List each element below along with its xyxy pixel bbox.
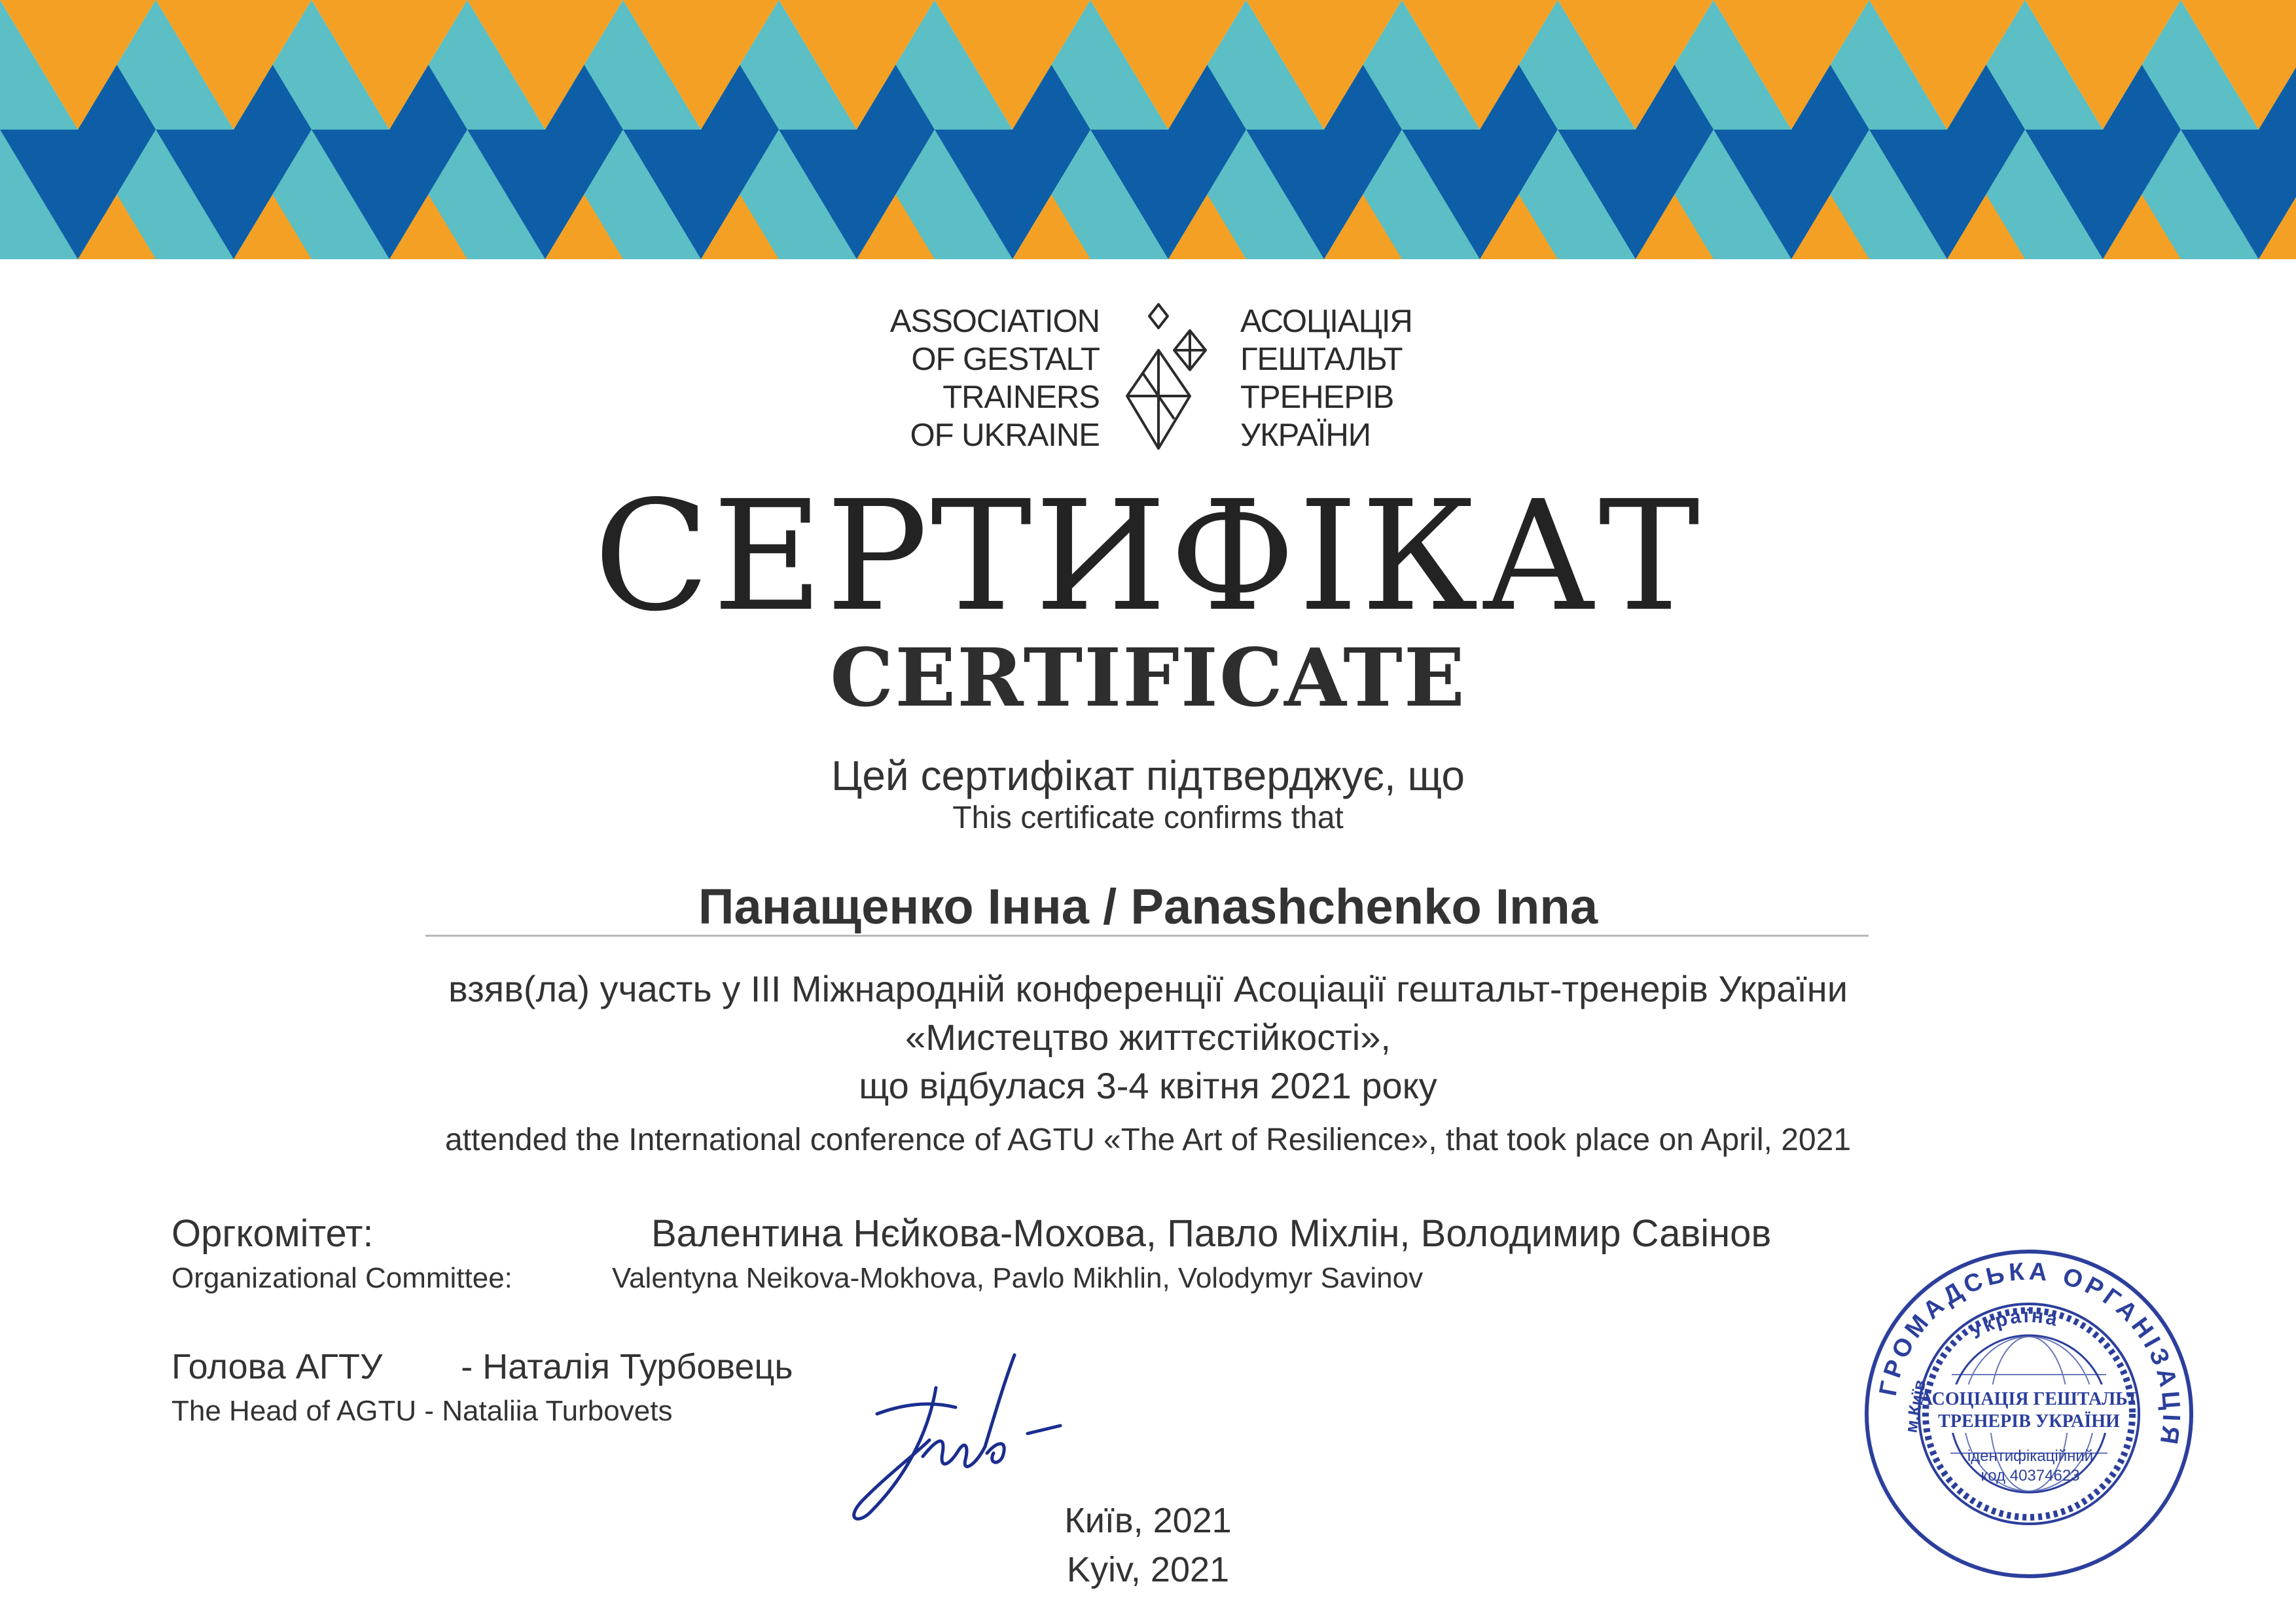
stamp-id-label: ідентифікаційний: [1967, 1447, 2094, 1465]
recipient-underline: [425, 935, 1869, 937]
stamp-id-code: код 40374623: [1981, 1467, 2080, 1485]
logo-text-english: [812, 302, 1100, 454]
official-stamp: [1859, 1244, 2199, 1584]
conference-title: «Мистецтво життєстійкості»,: [905, 1017, 1391, 1058]
city-year-english: Kyiv, 2021: [1066, 1550, 1230, 1589]
committee-names-english: Valentyna Neikova-Mokhova, Pavlo Mikhlin, Volodymyr Savinov: [612, 1262, 1424, 1294]
committee-label-ukrainian: Оргкомітет:: [171, 1212, 374, 1255]
head-of-agtu-ukrainian: Голова АГТУ - Наталія Турбовець: [171, 1347, 793, 1386]
certificate-title-ukrainian: СЕРТИФІКАТ: [593, 468, 1703, 645]
logo-line: TRAINERS: [942, 380, 1100, 415]
logo-line: OF UKRAINE: [910, 418, 1100, 453]
committee-label-english: Organizational Committee:: [171, 1262, 512, 1294]
diamond-crystal-icon: [1113, 298, 1230, 455]
logo-text-ukrainian: [1240, 302, 1528, 454]
stamp-country: Україна: [1965, 1305, 2062, 1344]
confirm-text-english: This certificate confirms that: [952, 801, 1344, 835]
decorative-triangle-banner: [0, 0, 2296, 259]
logo-line: OF GESTALT: [911, 342, 1100, 377]
logo-line: УКРАЇНИ: [1240, 418, 1371, 453]
logo-line: АСОЦІАЦІЯ: [1240, 304, 1412, 339]
city-year-ukrainian: Київ, 2021: [1064, 1501, 1232, 1540]
conference-date: що відбулася 3-4 квітня 2021 року: [859, 1065, 1437, 1106]
stamp-center-line-1: АСОЦІАЦІЯ ГЕШТАЛЬТ: [1919, 1389, 2139, 1409]
logo-line: ASSOCIATION: [889, 304, 1100, 339]
participation-text-line: взяв(ла) участь у ІІІ Міжнародній конференції Асоціації гештальт-тренерів України: [448, 968, 1848, 1009]
committee-names-ukrainian: Валентина Нєйкова-Мохова, Павло Міхлін, Володимир Савінов: [651, 1212, 1772, 1255]
certificate-title-english: CERTIFICATE: [830, 630, 1466, 725]
confirm-text-ukrainian: Цей сертифікат підтверджує, що: [831, 752, 1465, 799]
stamp-outer-text: ГРОМАДСЬКА ОРГАНІЗАЦІЯ: [1874, 1257, 2185, 1450]
participation-text-english: attended the International conference of AGTU «The Art of Resilience», that took place on April, 2021: [444, 1123, 1852, 1157]
logo-line: ГЕШТАЛЬТ: [1240, 342, 1403, 377]
head-of-agtu-english: The Head of AGTU - Nataliia Turbovets: [171, 1395, 673, 1427]
recipient-name: Панащенко Інна / Panashchenko Inna: [698, 879, 1598, 935]
logo-line: ТРЕНЕРІВ: [1240, 380, 1394, 415]
stamp-center-line-2: ТРЕНЕРІВ УКРАЇНИ: [1938, 1411, 2120, 1432]
stamp-city: м.Київ: [1901, 1378, 1930, 1435]
